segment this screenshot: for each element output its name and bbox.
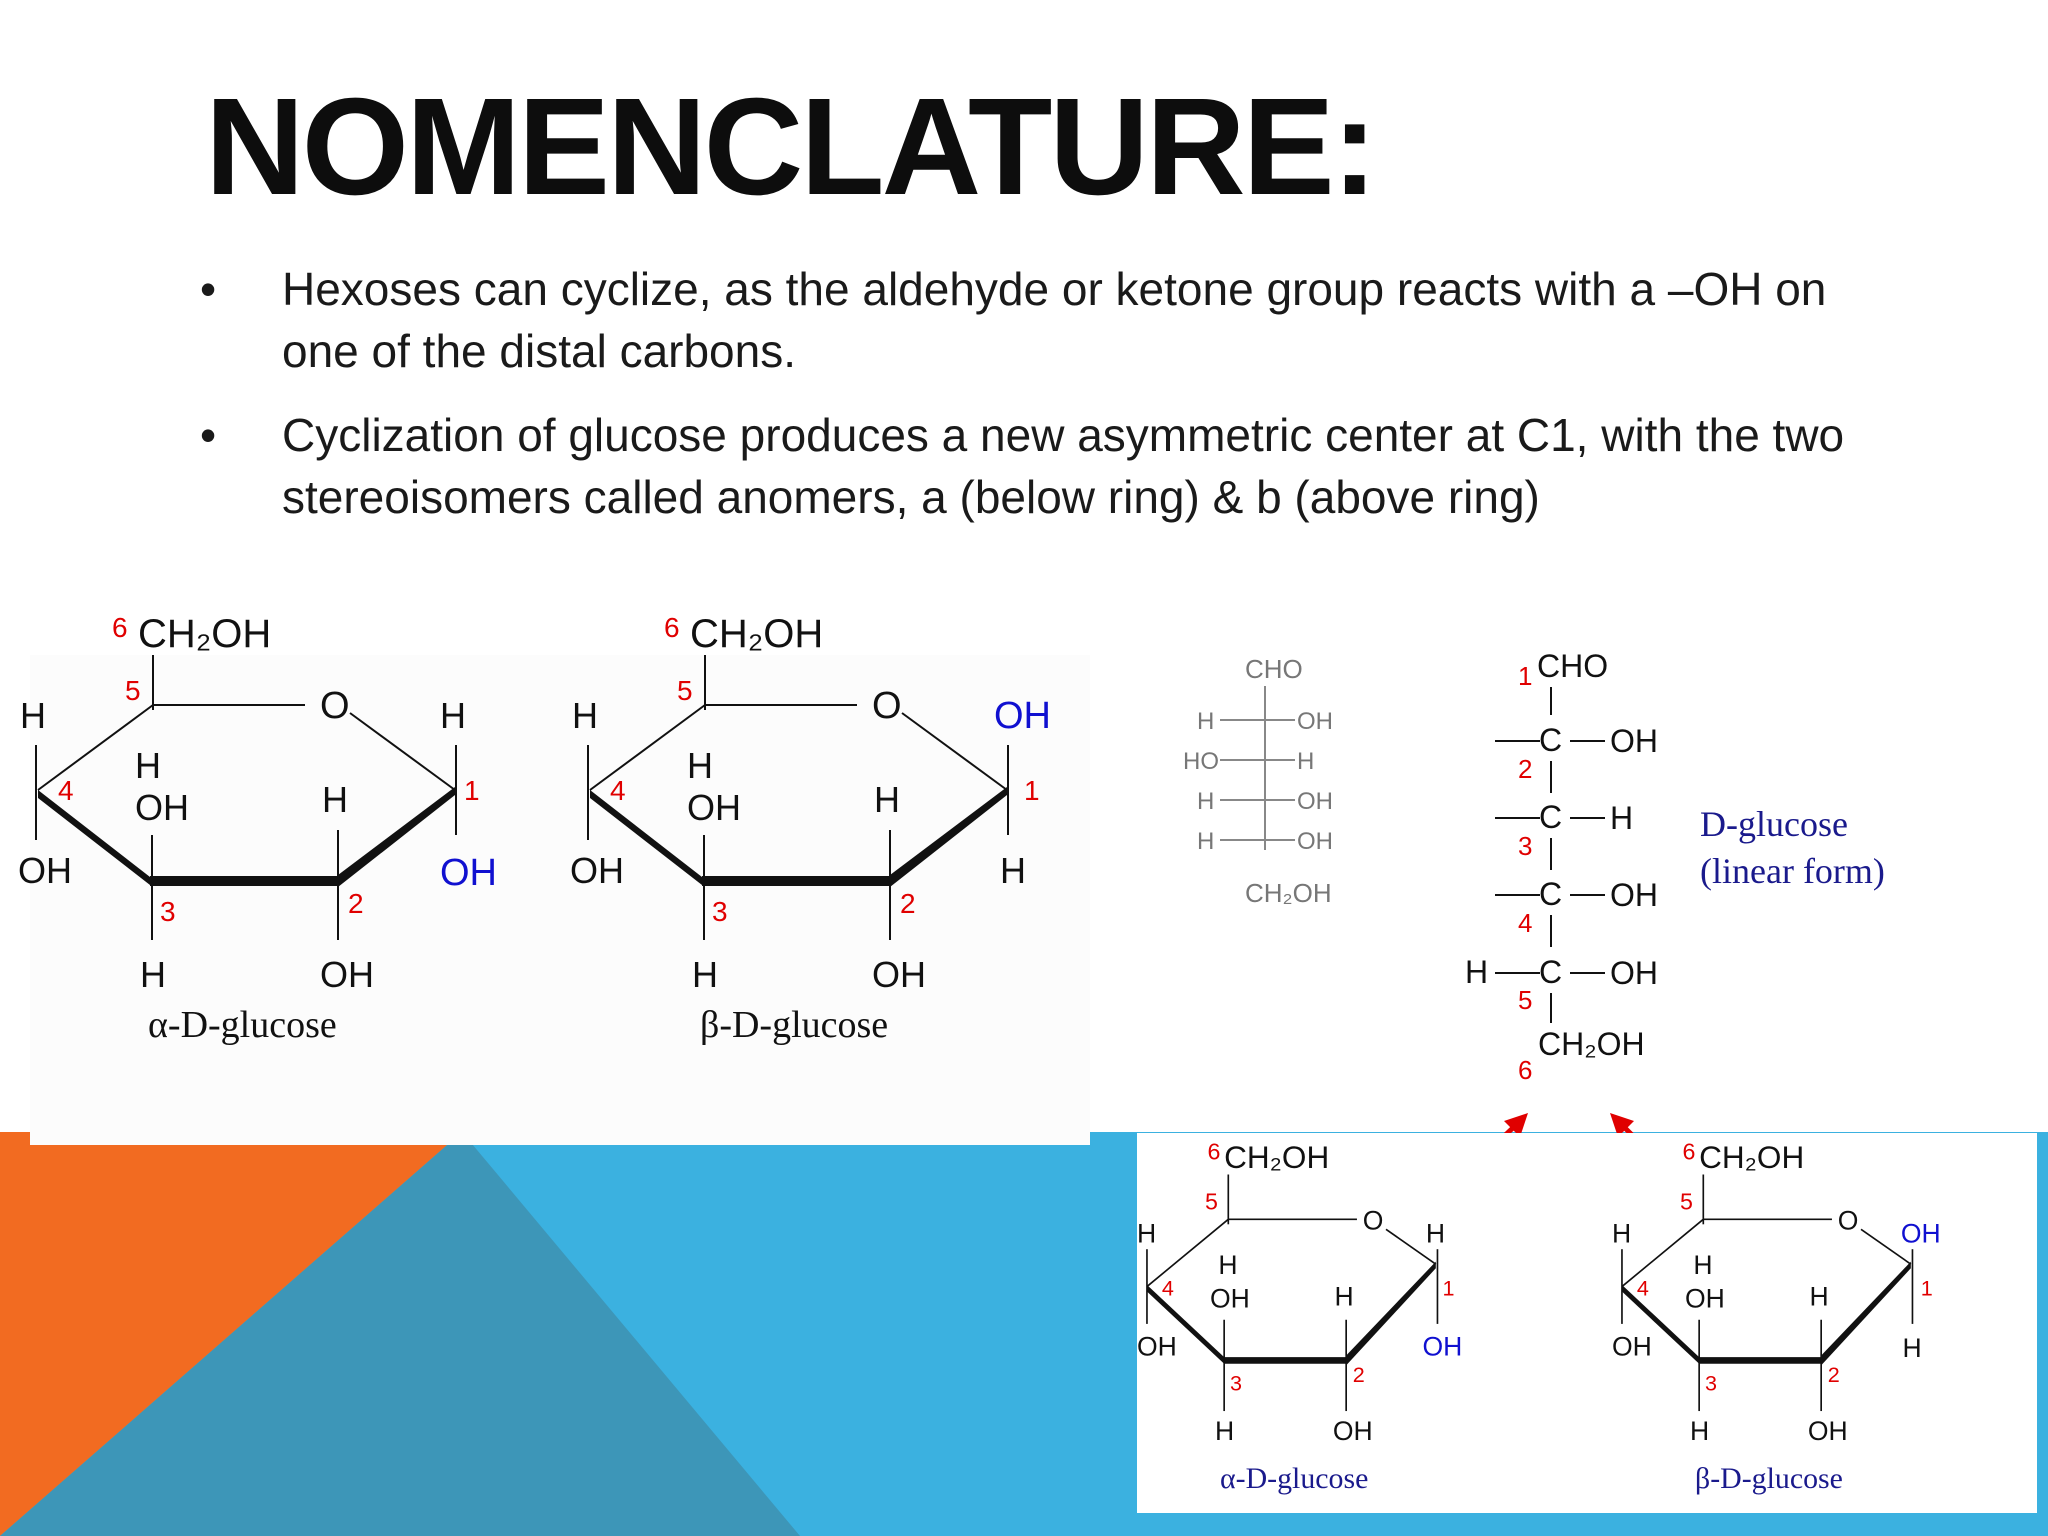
figure-background [30, 655, 1090, 1145]
linear-carbon: C [1539, 722, 1563, 758]
linear-caption-line1: D-glucose [1700, 804, 1848, 844]
c1-number: 1 [1920, 1275, 1933, 1301]
c4-down-oh: OH [1137, 1331, 1177, 1362]
ring-oxygen: O [872, 685, 902, 727]
c4-number: 4 [1161, 1275, 1174, 1301]
c3-number: 3 [160, 896, 176, 927]
c6-number: 6 [664, 612, 680, 643]
c2-up-h: H [1809, 1281, 1829, 1312]
linear-top-num: 1 [1518, 661, 1533, 691]
c4-up-h: H [1137, 1218, 1157, 1249]
ring-oxygen: O [320, 685, 350, 727]
c1-number: 1 [464, 775, 480, 806]
c6-number: 6 [1207, 1138, 1221, 1165]
fischer-row3-right: OH [1297, 788, 1333, 815]
fischer-bottom: CH₂OH [1245, 878, 1332, 908]
ch2oh-label: CH₂OH [1699, 1138, 1805, 1175]
c2-up-h: H [1334, 1281, 1354, 1312]
c4-number: 4 [1636, 1275, 1649, 1301]
ch2oh-label: CH₂OH [138, 612, 272, 656]
c5-h: H [135, 745, 161, 786]
c4-number: 4 [610, 775, 626, 806]
c4-number: 4 [58, 775, 74, 806]
c2-number: 2 [900, 888, 916, 919]
c4-down-oh: OH [570, 850, 624, 891]
ch2oh-label: CH₂OH [1224, 1138, 1330, 1175]
c3-down-h: H [1690, 1416, 1710, 1447]
fischer-row4-right: OH [1297, 828, 1333, 855]
c5-h: H [1218, 1250, 1238, 1281]
linear-row3-right: H [1610, 800, 1634, 836]
c3-number: 3 [1229, 1370, 1242, 1396]
c2-number: 2 [1352, 1362, 1365, 1387]
ring-oxygen: O [1837, 1205, 1859, 1236]
c2-number: 2 [348, 888, 364, 919]
c6-number: 6 [112, 612, 128, 643]
linear-row4-right: OH [1610, 877, 1658, 913]
c3-number: 3 [1704, 1370, 1717, 1396]
c2-number: 2 [1827, 1362, 1840, 1387]
linear-row4-num: 4 [1518, 908, 1533, 938]
c3-up-oh: OH [1210, 1283, 1250, 1314]
c1-number: 1 [1442, 1275, 1455, 1301]
fischer-row3-left: H [1197, 788, 1215, 815]
fischer-row2-right: H [1297, 748, 1315, 775]
bullet-marker: • [200, 263, 217, 315]
linear-row5-right: OH [1610, 955, 1658, 991]
linear-form [1455, 635, 1955, 1085]
linear-carbon: C [1539, 954, 1563, 990]
c1-up-h: H [1425, 1218, 1446, 1249]
c2-down-oh: OH [1807, 1416, 1848, 1447]
c2-up-h: H [322, 779, 348, 820]
linear-row3-num: 3 [1518, 831, 1533, 861]
c5-number: 5 [1205, 1188, 1218, 1215]
c3-number: 3 [712, 896, 728, 927]
c5-number: 5 [125, 675, 141, 706]
linear-bottom-num: 6 [1518, 1055, 1533, 1085]
bullet-marker: • [200, 409, 217, 461]
fischer-row1-left: H [1197, 708, 1215, 735]
linear-row5-num: 5 [1518, 985, 1533, 1015]
c5-number: 5 [677, 675, 693, 706]
c2-up-h: H [874, 779, 900, 820]
linear-bottom: CH₂OH [1538, 1026, 1645, 1062]
figure-background [1137, 1133, 2037, 1513]
bullet-text: Hexoses can cyclize, as the aldehyde or ketone group reacts with a –OH on one of the distal carbons. [282, 263, 1827, 377]
beta-caption-small: β-D-glucose [1695, 1462, 1843, 1496]
c1-down-oh: OH [1422, 1331, 1463, 1362]
haworth-figure-right [1137, 1133, 2037, 1513]
c1-up-h: H [440, 695, 466, 736]
fischer-row1-right: OH [1297, 708, 1333, 735]
linear-row2-right: OH [1610, 723, 1658, 759]
c2-down-oh: OH [320, 954, 374, 995]
c3-up-oh: OH [687, 787, 741, 828]
bullet-text: Cyclization of glucose produces a new asymmetric center at C1, with the two stereoisomers called anomers, a (below ring) & b (above ring) [282, 409, 1845, 523]
c2-down-oh: OH [872, 954, 926, 995]
c1-down-h: H [1902, 1333, 1922, 1364]
linear-row2-num: 2 [1518, 754, 1533, 784]
c4-down-oh: OH [1612, 1331, 1652, 1362]
c4-up-h: H [20, 695, 46, 736]
ring-oxygen: O [1362, 1205, 1384, 1236]
c2-down-oh: OH [1332, 1416, 1373, 1447]
c4-down-oh: OH [18, 850, 72, 891]
c4-up-h: H [1612, 1218, 1632, 1249]
c1-up-oh: OH [994, 695, 1051, 737]
c3-down-h: H [1215, 1416, 1235, 1447]
c3-down-h: H [692, 954, 718, 995]
linear-top: CHO [1537, 648, 1609, 684]
c5-number: 5 [1680, 1188, 1693, 1215]
c1-number: 1 [1024, 775, 1040, 806]
c4-up-h: H [572, 695, 598, 736]
haworth-figure-left [0, 595, 1100, 1155]
beta-caption: β-D-glucose [700, 1004, 889, 1046]
fischer-projection [1175, 640, 1375, 910]
c5-h: H [687, 745, 713, 786]
alpha-caption-small: α-D-glucose [1220, 1462, 1369, 1496]
ch2oh-label: CH₂OH [690, 612, 824, 656]
c6-number: 6 [1682, 1138, 1696, 1165]
linear-caption-line2: (linear form) [1700, 851, 1885, 891]
fischer-row2-left: HO [1183, 748, 1219, 775]
c3-down-h: H [140, 954, 166, 995]
c3-up-oh: OH [1685, 1283, 1725, 1314]
c3-up-oh: OH [135, 787, 189, 828]
c5-h: H [1693, 1250, 1713, 1281]
c1-down-oh: OH [440, 852, 497, 894]
fischer-row4-left: H [1197, 828, 1215, 855]
linear-carbon: C [1539, 876, 1563, 912]
slide-title: NOMENCLATURE: [205, 70, 1375, 224]
c1-down-h: H [1000, 850, 1026, 891]
linear-row5-left: H [1465, 954, 1489, 990]
alpha-caption: α-D-glucose [148, 1004, 337, 1046]
fischer-top: CHO [1245, 654, 1303, 684]
linear-carbon: C [1539, 799, 1563, 835]
c1-up-oh: OH [1900, 1218, 1941, 1249]
